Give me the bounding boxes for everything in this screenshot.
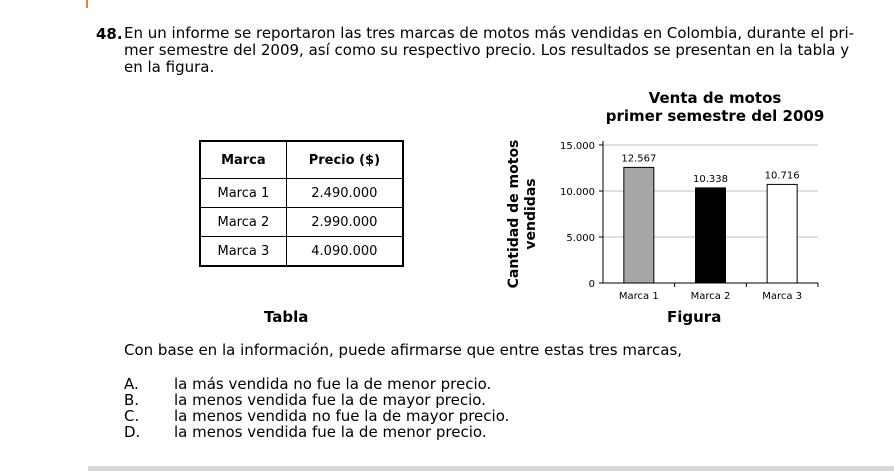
- question-prompt: Con base en la información, puede afirmarse que entre estas tres marcas,: [124, 341, 683, 359]
- table-cell: 2.990.000: [286, 208, 403, 237]
- option-text: la menos vendida no fue la de mayor precio.: [174, 407, 510, 425]
- x-tick-label: Marca 1: [618, 291, 659, 302]
- header-marca: Marca: [200, 141, 286, 179]
- table-cell: Marca 1: [200, 179, 286, 208]
- y-tick-label: 15.000: [560, 141, 595, 152]
- y-tick-label: 5.000: [566, 233, 595, 244]
- table-row: [200, 179, 403, 208]
- table-cell: Marca 2: [200, 208, 286, 237]
- y-tick-label: 10.000: [560, 187, 595, 198]
- option-a[interactable]: [124, 376, 509, 392]
- table-header-row: [200, 141, 403, 179]
- option-text: la menos vendida fue la de mayor precio.: [174, 391, 486, 409]
- option-text: la menos vendida fue la de menor precio.: [174, 423, 487, 441]
- chart-title-line: primer semestre del 2009: [605, 107, 825, 125]
- data-label: 12.567: [621, 153, 657, 165]
- y-axis-label-line: vendidas: [523, 178, 539, 250]
- bar: [624, 167, 654, 283]
- table-cell: 2.490.000: [286, 179, 403, 208]
- option-b[interactable]: [124, 392, 509, 408]
- price-table: [199, 140, 404, 267]
- answer-options: [124, 376, 509, 440]
- chart-title: [600, 89, 830, 125]
- accent-tick: [86, 0, 88, 8]
- stem-line: En un informe se reportaron las tres marcas de motos más vendidas en Colombia, durante el pri-: [124, 24, 855, 42]
- question-number: 48.: [96, 25, 123, 43]
- table-cell: Marca 3: [200, 237, 286, 267]
- header-precio: Precio ($): [286, 141, 403, 179]
- stem-line: mer semestre del 2009, así como su respectivo precio. Los resultados se presentan en la tabla y: [124, 41, 850, 59]
- y-axis-label: [506, 140, 539, 289]
- bar-chart: [500, 128, 830, 306]
- option-letter: A.: [124, 375, 139, 393]
- table-caption: Tabla: [264, 308, 309, 326]
- y-tick-label: 0: [588, 279, 595, 290]
- table-row: [200, 208, 403, 237]
- option-letter: C.: [124, 407, 140, 425]
- table-cell: 4.090.000: [286, 237, 403, 267]
- bottom-divider: [88, 466, 894, 471]
- stem-line: en la figura.: [124, 58, 215, 76]
- option-letter: D.: [124, 423, 141, 441]
- data-label: 10.338: [693, 173, 728, 185]
- option-d[interactable]: [124, 424, 509, 440]
- data-label: 10.716: [764, 170, 800, 182]
- y-axis-label-line: Cantidad de motos: [506, 139, 522, 289]
- x-tick-label: Marca 2: [690, 291, 731, 302]
- figure-caption: Figura: [667, 308, 722, 326]
- question-stem: [124, 25, 889, 76]
- bar: [696, 188, 726, 283]
- x-tick-label: Marca 3: [762, 291, 803, 302]
- table-row: [200, 237, 403, 267]
- bar: [767, 184, 797, 283]
- option-text: la más vendida no fue la de menor precio.: [174, 375, 492, 393]
- option-c[interactable]: [124, 408, 509, 424]
- chart-title-line: Venta de motos: [648, 89, 782, 107]
- option-letter: B.: [124, 391, 140, 409]
